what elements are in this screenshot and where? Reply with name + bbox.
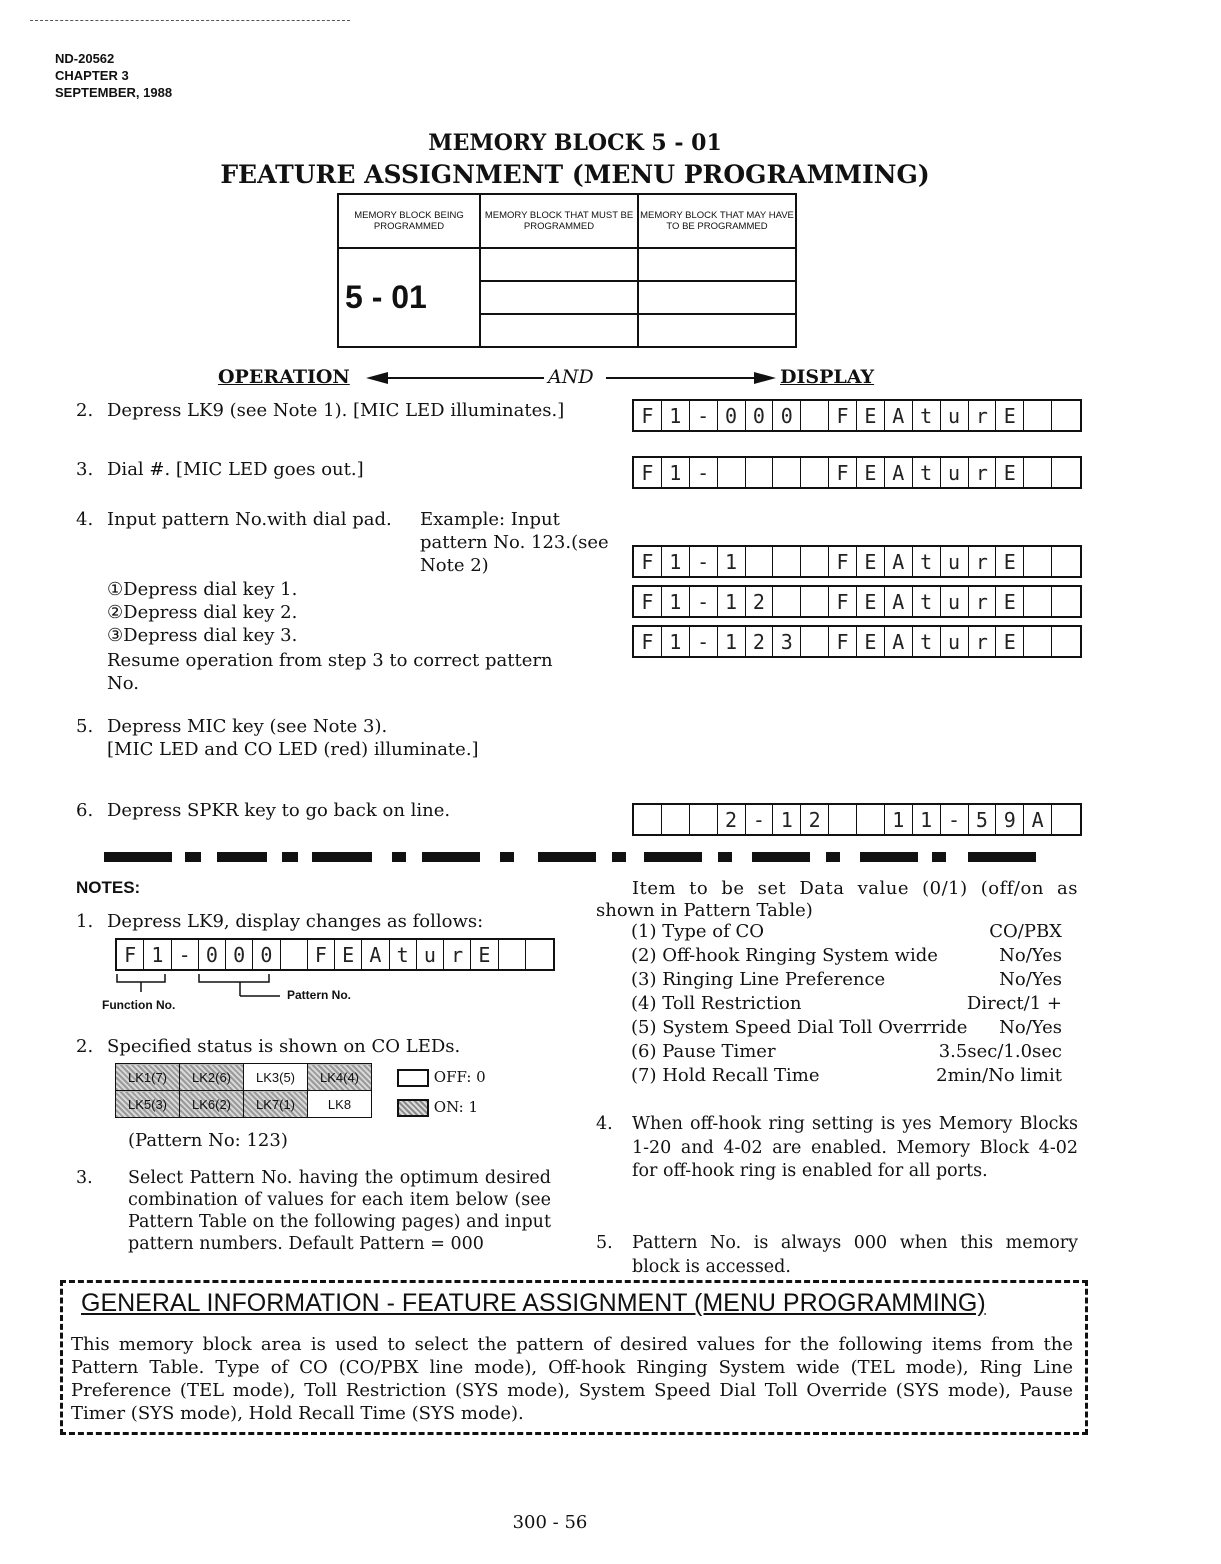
lcd-char: 1 [780,807,793,832]
lcd-cell [941,805,969,834]
lcd-char: - [697,460,710,485]
note-1: 1. Depress LK9, display changes as follows: [76,911,484,932]
empty-cell [480,281,638,314]
lcd-char: A [892,460,905,485]
lcd-cell [1052,587,1080,616]
list-item: (1) Type of CO CO/PBX [631,921,1062,942]
lcd-char: t [920,589,933,614]
general-info-box [60,1280,1088,1435]
lcd-cell [857,587,885,616]
lcd-cell [718,458,746,487]
lcd-cell [941,547,969,576]
lcd-cell [1024,401,1052,430]
lcd-cell [746,458,774,487]
items-intro: Item to be set Data value (0/1) (off/on as shown in Pattern Table) [596,878,1078,921]
lcd-cell [773,805,801,834]
lcd-cell [857,627,885,656]
lcd-cell [499,940,526,969]
general-info-body: This memory block area is used to select the pattern of desired values for the following items from the Pattern Table. Type of CO (CO/PBX line mode), Off-hook Ringing System wide (TEL mode), Ring Line Preference (TEL mode), Toll Restriction (SYS mode), System Speed Dial Toll Override (SYS mode), Pause Timer (SYS mode), Hold Recall Time (SYS mode). [71,1334,1073,1424]
lcd-cell [885,458,913,487]
lcd-cell [662,805,690,834]
lcd-cell [857,547,885,576]
lcd-char: 0 [260,942,273,967]
lcd-char: 0 [725,403,738,428]
lcd-cell [801,401,829,430]
lcd-char: E [1003,403,1016,428]
lcd-cell [969,805,997,834]
lcd-cell [746,587,774,616]
lcd-cell [718,547,746,576]
lcd-cell [857,458,885,487]
lcd-char: - [697,549,710,574]
doc-number: ND-20562 [55,51,115,66]
lcd-cell [941,627,969,656]
lcd-cell [634,458,662,487]
pattern-no-label: Pattern No. [287,988,352,1002]
page-subtitle: FEATURE ASSIGNMENT (MENU PROGRAMMING) [220,160,930,189]
separator-dot [718,852,732,862]
lcd-char: 1 [725,629,738,654]
lcd-cell [996,805,1024,834]
lcd-cell [362,940,389,969]
lcd-cell [634,547,662,576]
lcd-cell [1024,627,1052,656]
lcd-cell [662,458,690,487]
lcd-cell [1052,458,1080,487]
lcd-cell [829,627,857,656]
lcd-cell [117,940,144,969]
lcd-cell [941,458,969,487]
lk-led-on: LK4(4) [308,1064,372,1091]
lcd-cell [718,805,746,834]
lcd-char: - [697,403,710,428]
lcd-char: r [975,629,988,654]
lcd-cell [913,805,941,834]
lcd-cell [996,627,1024,656]
lcd-char: 1 [151,942,164,967]
lcd-char: F [836,549,849,574]
lcd-cell [969,401,997,430]
lcd-cell [885,587,913,616]
lcd-cell [913,547,941,576]
lcd-cell [773,458,801,487]
lcd-char: F [641,589,654,614]
step-4-example: Example: Input pattern No. 123.(see Note 2) [420,509,609,576]
lcd-cell [690,547,718,576]
lcd-cell [941,401,969,430]
lcd-cell [526,940,553,969]
lcd-char: F [641,549,654,574]
lcd-char: E [1003,589,1016,614]
lcd-char: 1 [669,629,682,654]
lcd-char: r [975,460,988,485]
notes-heading: NOTES: [76,878,141,897]
lcd-char: E [1003,629,1016,654]
lcd-cell [829,458,857,487]
lcd-cell [746,805,774,834]
lcd-cell [690,627,718,656]
lcd-char: A [892,589,905,614]
on-swatch-icon [397,1099,429,1117]
lcd-cell [829,805,857,834]
lcd-display-step6 [632,803,1082,836]
lcd-char: F [314,942,327,967]
lcd-char: 0 [233,942,246,967]
separator-dot [282,852,298,862]
lcd-char: t [920,460,933,485]
lcd-display-note1 [115,938,555,971]
lcd-cell [996,458,1024,487]
lcd-cell [662,547,690,576]
lcd-cell [857,401,885,430]
lcd-char: F [641,629,654,654]
lcd-display-step3 [632,456,1082,489]
step-6: 6. Depress SPKR key to go back on line. [76,800,451,821]
lcd-cell [471,940,498,969]
lcd-char: A [369,942,382,967]
lcd-cell [718,401,746,430]
empty-cell [638,281,796,314]
display-label: DISPLAY [780,366,875,388]
note-5: 5. Pattern No. is always 000 when this memory block is accessed. [596,1233,1078,1277]
step-4: 4. Input pattern No.with dial pad. [76,509,392,530]
legend-on: ON: 1 [397,1098,478,1117]
separator-dot [185,852,201,862]
lcd-char: 1 [669,403,682,428]
lcd-cell [253,940,280,969]
lcd-char: E [864,629,877,654]
lcd-cell [718,587,746,616]
left-arrow-icon [366,370,546,386]
off-swatch-icon [397,1069,429,1087]
lcd-char: F [124,942,137,967]
lcd-cell [718,627,746,656]
step-5: 5. Depress MIC key (see Note 3). [MIC LED and CO LED (red) illuminate.] [76,716,479,760]
lcd-cell [690,587,718,616]
function-no-label: Function No. [102,998,176,1012]
lcd-cell [801,458,829,487]
empty-cell [480,314,638,347]
lcd-cell [144,940,171,969]
lcd-cell [662,587,690,616]
lcd-char: F [641,460,654,485]
list-item: (7) Hold Recall Time 2min/No limit [631,1065,1062,1086]
page-title: MEMORY BLOCK 5 - 01 [428,130,722,156]
lcd-char: - [697,629,710,654]
lcd-cell [913,587,941,616]
lcd-cell [690,805,718,834]
lcd-cell [690,401,718,430]
lcd-cell [885,547,913,576]
separator-dot [392,852,406,862]
lcd-char: u [948,549,961,574]
lcd-char: - [752,807,765,832]
list-item: (2) Off-hook Ringing System wide No/Yes [631,945,1062,966]
chapter: CHAPTER 3 [55,68,129,83]
lcd-cell [773,401,801,430]
lcd-cell [996,401,1024,430]
page-number: 300 - 56 [512,1512,588,1533]
lcd-cell [885,401,913,430]
lcd-cell [969,627,997,656]
lcd-char: E [864,460,877,485]
operation-display-header [218,366,888,392]
lcd-cell [913,401,941,430]
lcd-char: E [342,942,355,967]
lcd-char: u [948,403,961,428]
lcd-char: r [451,942,464,967]
lcd-cell [913,627,941,656]
lk-led-on: LK1(7) [116,1064,180,1091]
lcd-cell [390,940,417,969]
memory-block-table [337,193,797,348]
lcd-cell [913,458,941,487]
lcd-char: A [1031,807,1044,832]
lcd-char: A [892,629,905,654]
lcd-char: - [178,942,191,967]
lcd-char: 1 [669,460,682,485]
separator-dot [500,852,514,862]
lcd-cell [829,587,857,616]
lcd-char: A [892,549,905,574]
lcd-char: u [948,589,961,614]
separator-dash [644,852,702,862]
lcd-char: r [975,403,988,428]
lcd-cell [746,627,774,656]
step-2: 2. Depress LK9 (see Note 1). [MIC LED illuminates.] [76,400,565,421]
lcd-display-digit3 [632,625,1082,658]
lcd-char: E [1003,460,1016,485]
col-may-have-to-be-programmed: MEMORY BLOCK THAT MAY HAVE TO BE PROGRAMMED [638,194,796,248]
lcd-cell [308,940,335,969]
lcd-char: E [864,589,877,614]
lcd-char: F [836,403,849,428]
lk-led-on: LK7(1) [244,1091,308,1118]
lcd-char: 2 [725,807,738,832]
lcd-char: t [920,549,933,574]
lcd-cell [634,401,662,430]
lcd-cell [662,401,690,430]
lcd-cell [1024,805,1052,834]
lcd-char: t [396,942,409,967]
lcd-cell [801,547,829,576]
step-3: 3. Dial #. [MIC LED goes out.] [76,459,364,480]
lcd-display-digit2 [632,585,1082,618]
lcd-char: 1 [669,549,682,574]
separator-dash [312,852,372,862]
list-item: (3) Ringing Line Preference No/Yes [631,969,1062,990]
lcd-cell [1024,458,1052,487]
lcd-char: 2 [752,589,765,614]
date: SEPTEMBER, 1988 [55,85,173,100]
lcd-cell [1024,587,1052,616]
note-4: 4. When off-hook ring setting is yes Memory Blocks 1-20 and 4-02 are enabled. Memory Block 4-02 for off-hook ring is enabled for all ports. [596,1114,1078,1181]
lcd-cell [690,458,718,487]
lcd-char: u [948,460,961,485]
right-arrow-icon [606,370,776,386]
lcd-cell [969,587,997,616]
lk-led-off: LK3(5) [244,1064,308,1091]
list-item: (4) Toll Restriction Direct/1 + [631,993,1062,1014]
list-item: (6) Pause Timer 3.5sec/1.0sec [631,1041,1062,1062]
lcd-cell [417,940,444,969]
lcd-char: 9 [1003,807,1016,832]
lcd-char: 1 [669,589,682,614]
lcd-cell [829,547,857,576]
lcd-cell [1052,627,1080,656]
lcd-cell [885,627,913,656]
top-rule [30,20,350,21]
lcd-char: E [478,942,491,967]
lcd-cell [335,940,362,969]
empty-cell [638,248,796,281]
legend-off: OFF: 0 [397,1068,486,1087]
operation-label: OPERATION [218,366,350,388]
lcd-cell [969,547,997,576]
lcd-cell [941,587,969,616]
lcd-cell [1024,547,1052,576]
lcd-char: 0 [752,403,765,428]
lcd-char: 0 [205,942,218,967]
separator-dash [752,852,810,862]
block-id: 5 - 01 [338,248,480,347]
lcd-display-step2 [632,399,1082,432]
lk-led-on: LK6(2) [180,1091,244,1118]
lcd-char: F [836,460,849,485]
lcd-cell [801,587,829,616]
lcd-cell [829,401,857,430]
lcd-cell [885,805,913,834]
note-2: 2. Specified status is shown on CO LEDs. [76,1036,461,1057]
lcd-cell [801,805,829,834]
lcd-cell [1052,805,1080,834]
general-info-title: GENERAL INFORMATION - FEATURE ASSIGNMENT (MENU PROGRAMMING) [81,1289,986,1317]
lcd-char: E [864,549,877,574]
lcd-char: t [920,629,933,654]
lcd-cell [773,627,801,656]
separator-dash [422,852,480,862]
empty-cell [480,248,638,281]
items-list [631,920,1062,1088]
lcd-char: 1 [892,807,905,832]
and-label: AND [548,366,594,388]
lcd-cell [801,627,829,656]
lk-led-on: LK5(3) [116,1091,180,1118]
lcd-char: r [975,549,988,574]
lcd-cell [281,940,308,969]
col-being-programmed: MEMORY BLOCK BEING PROGRAMMED [338,194,480,248]
lcd-char: E [1003,549,1016,574]
lcd-cell [662,627,690,656]
separator-dot [612,852,626,862]
lk-led-on: LK2(6) [180,1064,244,1091]
list-item: (5) System Speed Dial Toll Overrride No/Yes [631,1017,1062,1038]
lcd-char: F [836,629,849,654]
lcd-char: 1 [725,589,738,614]
lcd-cell [773,587,801,616]
lcd-cell [746,547,774,576]
lcd-char: A [892,403,905,428]
lcd-char: 1 [920,807,933,832]
lcd-cell [773,547,801,576]
lcd-cell [1052,401,1080,430]
lcd-char: 0 [780,403,793,428]
lcd-char: - [948,807,961,832]
lcd-char: E [864,403,877,428]
lcd-cell [199,940,226,969]
pattern-caption: (Pattern No: 123) [128,1130,288,1151]
lcd-char: F [836,589,849,614]
separator-dot [826,852,840,862]
lcd-cell [634,627,662,656]
lcd-char: r [975,589,988,614]
lcd-cell [634,587,662,616]
lk-led-off: LK8 [308,1091,372,1118]
lcd-cell [996,587,1024,616]
lcd-char: F [641,403,654,428]
separator-dash [538,852,596,862]
separator-dash [860,852,918,862]
separator-dash [217,852,267,862]
lcd-cell [746,401,774,430]
separator-dash [968,852,1036,862]
lcd-char: 5 [975,807,988,832]
doc-header [55,50,172,101]
lcd-cell [857,805,885,834]
lcd-char: 2 [752,629,765,654]
lcd-cell [634,805,662,834]
lcd-char: 3 [780,629,793,654]
lcd-cell [226,940,253,969]
empty-cell [638,314,796,347]
lcd-char: u [423,942,436,967]
lcd-char: - [697,589,710,614]
lk-status-grid [115,1063,372,1118]
lcd-cell [969,458,997,487]
lcd-cell [1052,547,1080,576]
lcd-char: t [920,403,933,428]
lcd-char: u [948,629,961,654]
separator-dash [104,852,172,862]
lcd-cell [996,547,1024,576]
lcd-char: 1 [725,549,738,574]
lcd-cell [172,940,199,969]
lcd-display-digit1 [632,545,1082,578]
step-4-substeps: ①Depress dial key 1. ②Depress dial key 2. ③Depress dial key 3. Resume operation from step 3 to correct pattern No. [107,579,553,694]
lcd-cell [444,940,471,969]
col-must-be-programmed: MEMORY BLOCK THAT MUST BE PROGRAMMED [480,194,638,248]
note-3: 3. Select Pattern No. having the optimum desired combination of values for each item below (see Pattern Table on the following pages) and input pattern numbers. Default Pattern = 000 [76,1168,551,1254]
lcd-char: 2 [808,807,821,832]
separator-dot [932,852,946,862]
